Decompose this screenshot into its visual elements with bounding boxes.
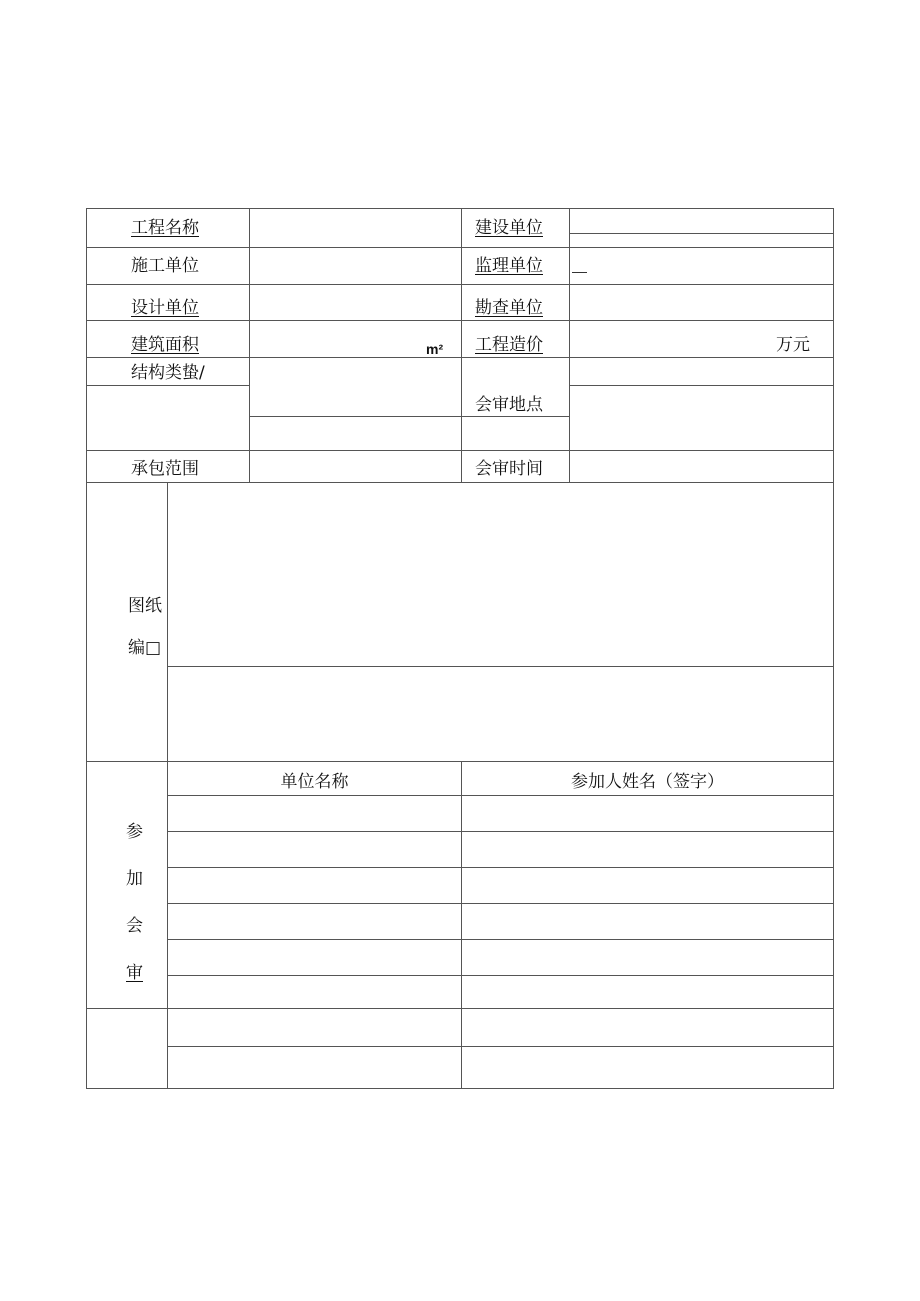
cost-label: 工程造价 bbox=[475, 335, 543, 355]
rule bbox=[86, 357, 834, 358]
rule bbox=[461, 761, 462, 1089]
survey-label: 勘查单位 bbox=[475, 298, 543, 318]
rule bbox=[86, 450, 834, 451]
rule bbox=[86, 320, 834, 321]
participants-label-char: 参 bbox=[126, 822, 143, 842]
builder-label: 施工单位 bbox=[131, 256, 199, 276]
project-name-label: 工程名称 bbox=[131, 218, 199, 238]
rule bbox=[569, 208, 570, 483]
rule bbox=[167, 831, 834, 832]
rule bbox=[86, 482, 834, 483]
participants-label-char: 加 bbox=[126, 869, 143, 889]
drawings-label-line2: 编□ bbox=[128, 638, 162, 658]
rule bbox=[86, 761, 834, 762]
rule bbox=[167, 867, 834, 868]
participants-label-char: 审 bbox=[126, 963, 143, 983]
supervisor-blank-mark bbox=[572, 272, 587, 273]
cost-unit: 万元 bbox=[776, 335, 810, 355]
rule bbox=[569, 233, 834, 234]
meeting-time-label: 会审时间 bbox=[475, 459, 543, 479]
construction-unit-label: 建设单位 bbox=[475, 218, 543, 238]
supervisor-label: 监理单位 bbox=[475, 256, 543, 276]
floor-area-unit: m² bbox=[426, 341, 444, 357]
rule bbox=[86, 208, 834, 209]
column-header-unit-name: 单位名称 bbox=[280, 772, 349, 792]
rule bbox=[167, 795, 834, 796]
designer-label: 设计单位 bbox=[131, 298, 199, 318]
structure-label: 结构类蛰/ bbox=[131, 363, 205, 383]
rule bbox=[833, 208, 834, 1089]
column-header-signature: 参加人姓名（签字） bbox=[571, 772, 724, 792]
rule bbox=[86, 1088, 834, 1089]
participants-label-char: 会 bbox=[126, 916, 143, 936]
rule bbox=[167, 903, 834, 904]
rule bbox=[167, 939, 834, 940]
drawings-label-line1: 图纸 bbox=[128, 596, 162, 616]
rule bbox=[86, 1008, 834, 1009]
rule bbox=[569, 385, 834, 386]
rule bbox=[86, 247, 834, 248]
meeting-place-label: 会审地点 bbox=[475, 395, 543, 415]
rule bbox=[249, 208, 250, 483]
rule bbox=[167, 666, 834, 667]
rule bbox=[249, 416, 569, 417]
rule bbox=[86, 284, 834, 285]
rule bbox=[86, 208, 87, 1089]
rule bbox=[167, 975, 834, 976]
floor-area-label: 建筑面积 bbox=[131, 335, 199, 355]
rule bbox=[167, 1046, 834, 1047]
rule bbox=[86, 385, 249, 386]
rule bbox=[461, 208, 462, 483]
scope-label: 承包范围 bbox=[131, 459, 199, 479]
